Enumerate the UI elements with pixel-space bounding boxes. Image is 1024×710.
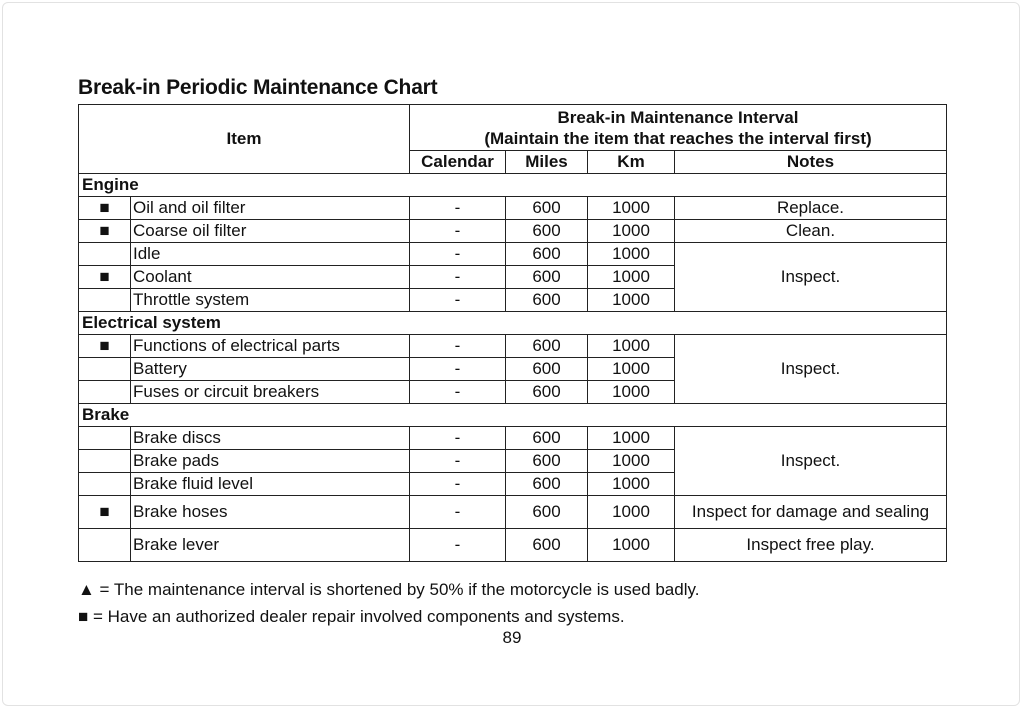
dealer-mark: ■ [79, 335, 131, 358]
footnote-square: ■ = Have an authorized dealer repair involved components and systems. [78, 607, 625, 626]
section-row-electrical [79, 312, 947, 335]
item-cell: Brake discs [131, 427, 410, 450]
item-cell: Coolant [131, 266, 410, 289]
calendar-cell: - [410, 220, 506, 243]
section-engine: Engine [79, 174, 947, 197]
table-row [79, 220, 947, 243]
footnote-triangle: ▲ = The maintenance interval is shortened by 50% if the motorcycle is used badly. [78, 580, 700, 599]
header-notes: Notes [675, 151, 947, 174]
miles-cell: 600 [506, 197, 588, 220]
item-cell: Battery [131, 358, 410, 381]
section-row-engine [79, 174, 947, 197]
miles-cell: 600 [506, 358, 588, 381]
dealer-mark [79, 243, 131, 266]
item-cell: Throttle system [131, 289, 410, 312]
item-cell: Brake hoses [131, 496, 410, 529]
table-row [79, 335, 947, 358]
calendar-cell: - [410, 381, 506, 404]
miles-cell: 600 [506, 381, 588, 404]
miles-cell: 600 [506, 427, 588, 450]
dealer-mark [79, 381, 131, 404]
notes-cell: Clean. [675, 220, 947, 243]
dealer-mark [79, 358, 131, 381]
notes-cell: Inspect. [675, 335, 947, 404]
item-cell: Coarse oil filter [131, 220, 410, 243]
item-cell: Oil and oil filter [131, 197, 410, 220]
notes-cell: Replace. [675, 197, 947, 220]
km-cell: 1000 [588, 496, 675, 529]
miles-cell: 600 [506, 335, 588, 358]
calendar-cell: - [410, 358, 506, 381]
dealer-mark: ■ [79, 197, 131, 220]
calendar-cell: - [410, 496, 506, 529]
page-number: 89 [502, 628, 522, 647]
km-cell: 1000 [588, 335, 675, 358]
km-cell: 1000 [588, 473, 675, 496]
header-interval-line1: Break-in Maintenance Interval [557, 107, 799, 127]
km-cell: 1000 [588, 197, 675, 220]
km-cell: 1000 [588, 266, 675, 289]
dealer-mark [79, 427, 131, 450]
table-row [79, 427, 947, 450]
table-row [79, 496, 947, 529]
item-cell: Idle [131, 243, 410, 266]
section-electrical: Electrical system [79, 312, 947, 335]
header-interval-line2: (Maintain the item that reaches the interval first) [484, 128, 872, 148]
dealer-mark [79, 529, 131, 562]
header-row-1 [79, 105, 947, 151]
miles-cell: 600 [506, 220, 588, 243]
dealer-mark: ■ [79, 496, 131, 529]
km-cell: 1000 [588, 358, 675, 381]
section-row-brake [79, 404, 947, 427]
miles-cell: 600 [506, 496, 588, 529]
table-row [79, 197, 947, 220]
km-cell: 1000 [588, 450, 675, 473]
km-cell: 1000 [588, 243, 675, 266]
item-cell: Brake pads [131, 450, 410, 473]
table-row [79, 529, 947, 562]
calendar-cell: - [410, 335, 506, 358]
calendar-cell: - [410, 473, 506, 496]
calendar-cell: - [410, 427, 506, 450]
item-cell: Functions of electrical parts [131, 335, 410, 358]
header-item: Item [79, 105, 410, 174]
km-cell: 1000 [588, 427, 675, 450]
dealer-mark: ■ [79, 266, 131, 289]
km-cell: 1000 [588, 529, 675, 562]
page-title: Break-in Periodic Maintenance Chart [78, 76, 438, 99]
miles-cell: 600 [506, 450, 588, 473]
miles-cell: 600 [506, 243, 588, 266]
miles-cell: 600 [506, 473, 588, 496]
section-brake: Brake [79, 404, 947, 427]
notes-cell: Inspect. [675, 427, 947, 496]
header-miles: Miles [506, 151, 588, 174]
notes-cell: Inspect. [675, 243, 947, 312]
calendar-cell: - [410, 529, 506, 562]
dealer-mark [79, 450, 131, 473]
km-cell: 1000 [588, 220, 675, 243]
dealer-mark [79, 289, 131, 312]
item-cell: Fuses or circuit breakers [131, 381, 410, 404]
notes-cell: Inspect free play. [675, 529, 947, 562]
calendar-cell: - [410, 197, 506, 220]
header-km: Km [588, 151, 675, 174]
header-interval [410, 105, 947, 151]
km-cell: 1000 [588, 381, 675, 404]
miles-cell: 600 [506, 266, 588, 289]
km-cell: 1000 [588, 289, 675, 312]
notes-cell: Inspect for damage and sealing [675, 496, 947, 529]
table-row [79, 243, 947, 266]
calendar-cell: - [410, 289, 506, 312]
calendar-cell: - [410, 450, 506, 473]
dealer-mark: ■ [79, 220, 131, 243]
dealer-mark [79, 473, 131, 496]
miles-cell: 600 [506, 289, 588, 312]
item-cell: Brake fluid level [131, 473, 410, 496]
maintenance-table [78, 104, 947, 562]
header-calendar: Calendar [410, 151, 506, 174]
calendar-cell: - [410, 243, 506, 266]
miles-cell: 600 [506, 529, 588, 562]
calendar-cell: - [410, 266, 506, 289]
item-cell: Brake lever [131, 529, 410, 562]
